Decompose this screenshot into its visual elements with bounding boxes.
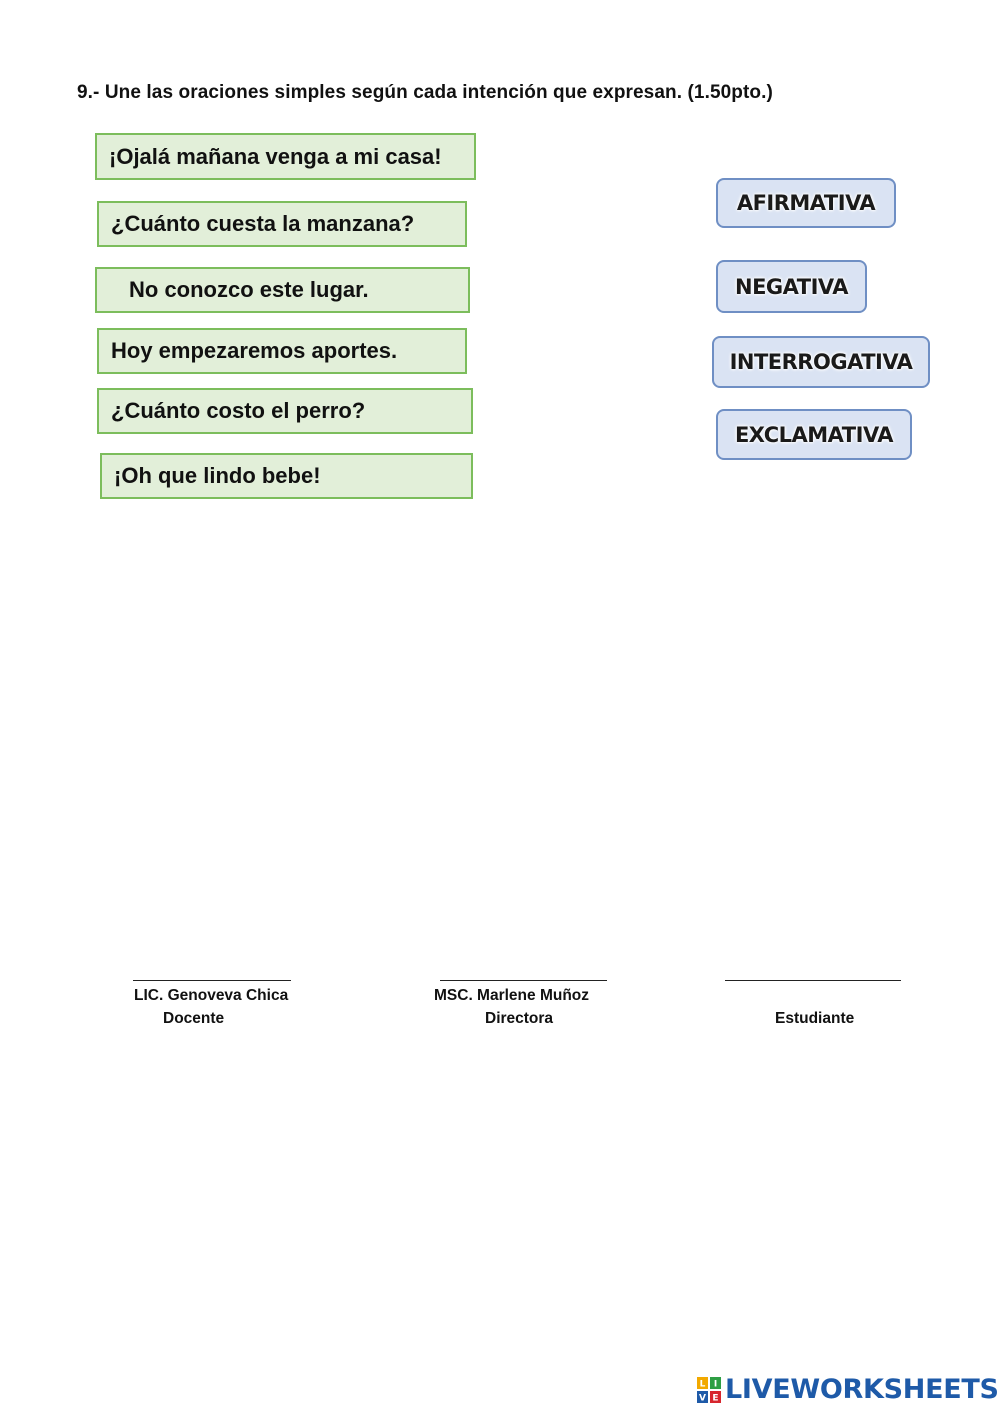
sentence-box[interactable] xyxy=(97,328,467,374)
sentence-text: ¡Oh que lindo bebe! xyxy=(114,463,321,488)
sentence-box[interactable] xyxy=(100,453,473,499)
brand-name: LIVEWORKSHEETS xyxy=(725,1374,999,1405)
sentence-text: ¿Cuánto costo el perro? xyxy=(111,398,366,423)
signature-name-docente: LIC. Genoveva Chica xyxy=(134,987,289,1004)
liveworksheets-logo-icon xyxy=(697,1377,721,1403)
intention-label: INTERROGATIVA xyxy=(729,350,913,374)
intention-negativa[interactable] xyxy=(716,260,867,313)
signature-role-docente: Docente xyxy=(163,1010,225,1027)
sentence-box[interactable] xyxy=(95,267,470,313)
brand-footer xyxy=(697,1374,999,1405)
intention-exclamativa[interactable] xyxy=(716,409,912,460)
intention-label: AFIRMATIVA xyxy=(736,191,876,215)
svg-text:L: L xyxy=(699,1379,706,1389)
sentence-box[interactable] xyxy=(97,201,467,247)
sentence-text: Hoy empezaremos aportes. xyxy=(111,338,398,363)
intention-label: NEGATIVA xyxy=(735,274,848,299)
signature-line-directora xyxy=(440,980,607,981)
intention-label: EXCLAMATIVA xyxy=(734,422,894,447)
sentence-text: No conozco este lugar. xyxy=(129,277,369,302)
intention-afirmativa[interactable] xyxy=(716,178,896,228)
sentence-text: ¿Cuánto cuesta la manzana? xyxy=(111,211,415,236)
sentence-box[interactable] xyxy=(97,388,473,434)
signature-name-directora: MSC. Marlene Muñoz xyxy=(434,987,590,1004)
signature-role-directora: Directora xyxy=(485,1010,554,1027)
svg-text:E: E xyxy=(712,1393,719,1403)
svg-text:I: I xyxy=(713,1379,718,1389)
intention-interrogativa[interactable] xyxy=(712,336,930,388)
question-title: 9.- Une las oraciones simples según cada intención que expresan. (1.50pto.) xyxy=(77,82,773,103)
svg-text:V: V xyxy=(699,1393,706,1403)
sentence-text: ¡Ojalá mañana venga a mi casa! xyxy=(109,143,442,169)
sentence-box[interactable] xyxy=(95,133,476,180)
signature-role-estudiante: Estudiante xyxy=(775,1010,855,1027)
signature-line-estudiante xyxy=(725,980,901,981)
signature-line-docente xyxy=(133,980,291,981)
